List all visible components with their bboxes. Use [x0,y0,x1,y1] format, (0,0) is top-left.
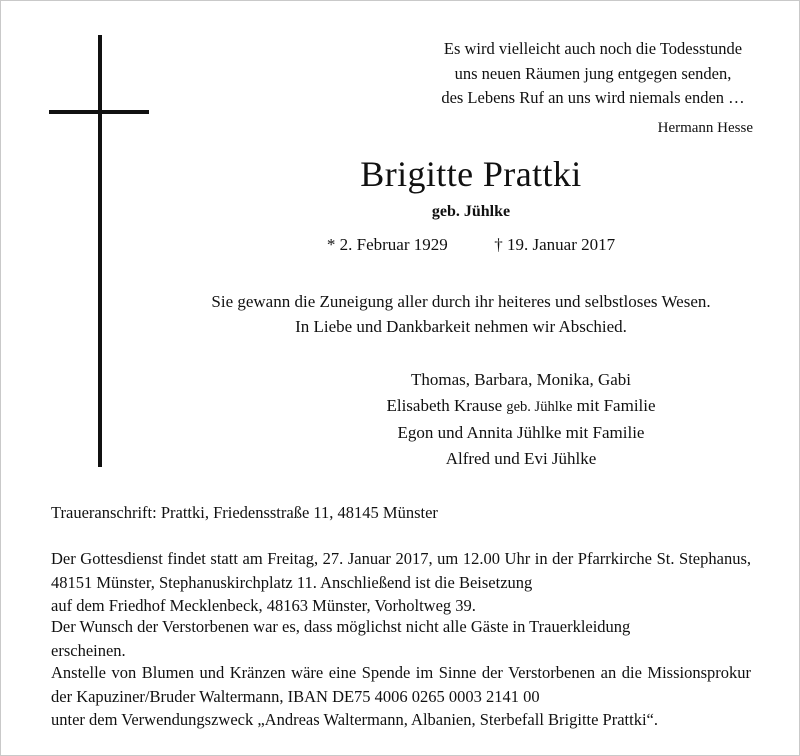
death-date: † 19. Januar 2017 [494,235,616,254]
family-line-1: Thomas, Barbara, Monika, Gabi [411,370,631,389]
cross-vertical-bar [98,35,102,467]
dress-wish-paragraph [51,615,751,662]
life-dates [161,233,781,257]
tribute-block [161,289,761,339]
quote-line-1: Es wird vielleicht auch noch die Todesstunde [443,39,743,58]
dress-wish-text: Der Wunsch der Verstorbenen war es, dass möglichst nicht alle Gäste in Trauerkleidung [51,617,631,636]
family-line-2-name: Elisabeth Krause [386,395,503,415]
family-line-4: Alfred und Evi Jühlke [445,448,597,468]
donation-text: Anstelle von Blumen und Kränzen wäre eine Spende im Sinne der Verstorbenen an die Missionsprokur der Kapuziner/Bruder Waltermann, IBAN DE75 4006 0265 0003 2141 00 [51,663,751,706]
maiden-name: geb. Jühlke [431,203,511,220]
donation-last-line: unter dem Verwendungszweck „Andreas Waltermann, Albanien, Sterbefall Brigitte Prattki“. [51,710,659,729]
tribute-line-1: Sie gewann die Zuneigung aller durch ihr heiteres und selbstloses Wesen. [211,292,711,311]
quote-block [425,37,761,139]
cross-horizontal-bar [49,110,149,114]
family-line-2-rest: mit Familie [576,395,656,415]
mourning-address: Traueranschrift: Prattki, Friedensstraße 11, 48145 Münster [51,503,438,522]
donation-paragraph [51,661,751,732]
service-details-last-line: auf dem Friedhof Mecklenbeck, 48163 Münster, Vorholtweg 39. [51,596,476,615]
tribute-line-2: In Liebe und Dankbarkeit nehmen wir Abschied. [295,317,627,336]
service-details-paragraph [51,547,751,618]
family-line-2-maiden: geb. Jühlke [506,398,573,415]
quote-line-3: des Lebens Ruf an uns wird niemals enden … [441,88,745,107]
quote-author: Hermann Hesse [657,119,753,136]
family-line-3: Egon und Annita Jühlke mit Familie [397,423,645,442]
family-block [261,367,781,471]
quote-line-2: uns neuen Räumen jung entgegen senden, [454,63,732,83]
cross-icon [49,35,151,467]
family-line-2 [261,393,781,421]
service-details-text: Der Gottesdienst findet statt am Freitag, 27. Januar 2017, um 12.00 Uhr in der Pfarrkirche St. Stephanus, 48151 Münster, Stephanuskirchplatz 11. Anschließend ist die Beisetzung [51,549,751,592]
birth-date: * 2. Februar 1929 [326,235,448,254]
dress-wish-last-line: erscheinen. [51,640,126,660]
page-title: Brigitte Prattki [360,154,582,194]
deceased-name-block [161,153,781,257]
